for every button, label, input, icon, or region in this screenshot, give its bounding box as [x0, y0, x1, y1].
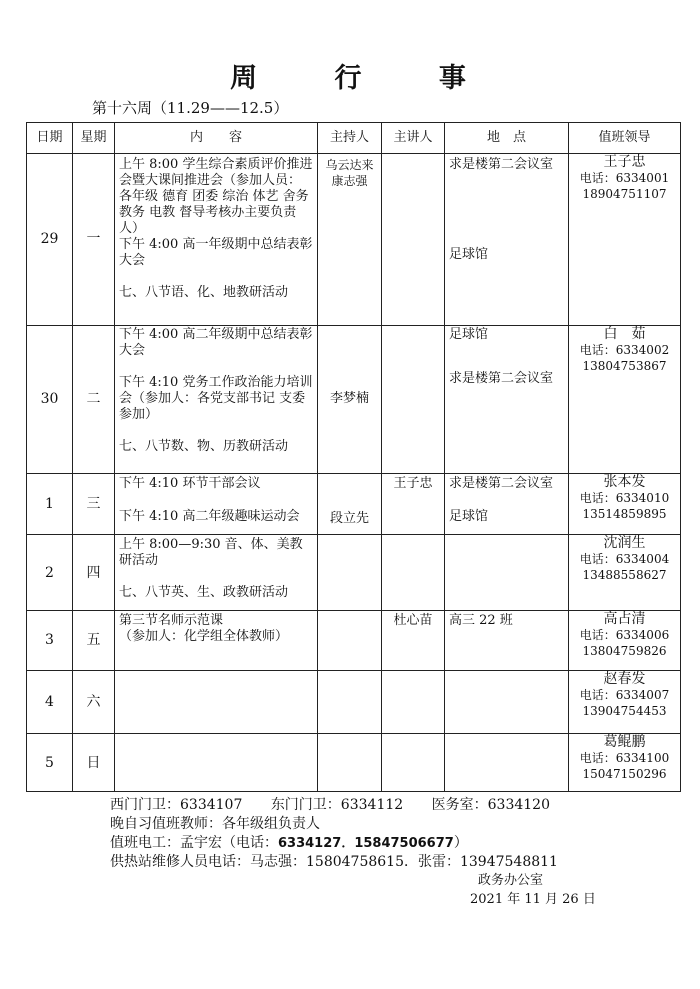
- content-cell: [115, 473, 318, 535]
- content-item: 七、八节语、化、地教研活动: [119, 285, 289, 300]
- header-leader: 值班领导: [569, 123, 681, 154]
- location-text: 足球馆: [449, 508, 489, 524]
- leader-mobile: 13904754453: [582, 703, 667, 718]
- leader-phone: 电话：6334100: [579, 751, 670, 766]
- schedule-table: [26, 122, 681, 792]
- leader-name: 赵春发: [603, 670, 646, 687]
- content-cell: [115, 670, 318, 734]
- leader-mobile: 18904751107: [582, 187, 667, 201]
- speaker-cell: [382, 611, 445, 671]
- content-item: 上午 8:00—9:30 音、体、美教研活动: [119, 537, 303, 569]
- electrician-label: 值班电工：孟宇宏（电话：: [110, 835, 278, 851]
- header-date: 日期: [27, 123, 73, 154]
- week-subtitle: 第十六周（11.29——12.5）: [92, 99, 289, 117]
- leader-phone: 电话：6334001: [579, 171, 670, 185]
- leader-cell: [569, 154, 681, 326]
- leader-cell: [569, 473, 681, 535]
- west-gate-phone: 西门门卫：6334107: [110, 797, 243, 813]
- evening-study-duty: 晚自习值班教师：各年级组负责人: [110, 816, 320, 832]
- header-location: 地 点: [445, 123, 569, 154]
- table-row: [27, 473, 681, 535]
- host-cell: [318, 734, 382, 792]
- content-cell: [115, 154, 318, 326]
- issue-date: 2021 年 11 月 26 日: [470, 892, 596, 907]
- host-cell: [318, 473, 382, 535]
- leader-phone: 电话：6334007: [579, 687, 670, 702]
- speaker-cell: [382, 154, 445, 326]
- location-text: 高三 22 班: [449, 613, 513, 629]
- leader-cell: [569, 670, 681, 734]
- leader-phone: 电话：6334006: [579, 628, 670, 643]
- date-cell: 29: [27, 154, 73, 326]
- weekday-cell: 三: [73, 473, 115, 535]
- weekday-cell: 日: [73, 734, 115, 792]
- page-title: 周 行 事: [230, 63, 500, 94]
- leader-mobile: 13804753867: [582, 358, 667, 373]
- leader-name: 高占清: [603, 611, 646, 628]
- leader-cell: [569, 734, 681, 792]
- content-cell: [115, 611, 318, 671]
- content-cell: [115, 325, 318, 473]
- content-item: （参加人：化学组全体教师）: [119, 629, 289, 645]
- gate-phones: [110, 796, 574, 815]
- leader-mobile: 13488558627: [582, 568, 667, 583]
- date-cell: 2: [27, 535, 73, 611]
- speaker-cell: [382, 325, 445, 473]
- location-text: 足球馆: [449, 326, 489, 342]
- header-speaker: 主讲人: [382, 123, 445, 154]
- east-gate-phone: 东门门卫：6334112: [270, 797, 404, 813]
- host-name: 康志强: [331, 174, 368, 188]
- table-row: [27, 611, 681, 671]
- location-text: 足球馆: [449, 247, 489, 262]
- weekday-cell: 六: [73, 670, 115, 734]
- clinic-phone: 医务室：6334120: [431, 797, 550, 813]
- electrician-phone: 6334127．15847506677: [278, 836, 454, 851]
- header-row: [27, 123, 681, 154]
- speaker-cell: [382, 473, 445, 535]
- host-cell: [318, 611, 382, 671]
- weekday-cell: 一: [73, 154, 115, 326]
- contact-footer: [110, 796, 574, 872]
- content-item: 第三节名师示范课: [119, 613, 224, 629]
- weekday-cell: 二: [73, 325, 115, 473]
- content-item: 上午 8:00 学生综合素质评价推进会暨大课间推进会（参加人员：各年级 德育 团委 综治 体艺 舍务 教务 电教 督导考核办主要负责人）: [119, 157, 313, 236]
- leader-cell: [569, 611, 681, 671]
- speaker-name: 王子忠: [393, 475, 433, 491]
- content-item: 七、八节英、生、政教研活动: [119, 585, 289, 601]
- location-cell: [445, 473, 569, 535]
- host-cell: [318, 535, 382, 611]
- date-cell: 4: [27, 670, 73, 734]
- electrician-end: ）: [453, 835, 468, 851]
- leader-cell: [569, 325, 681, 473]
- speaker-cell: [382, 535, 445, 611]
- speaker-name: 杜心苗: [393, 613, 433, 629]
- leader-name: 张本发: [603, 473, 646, 490]
- date-cell: 3: [27, 611, 73, 671]
- table-row: [27, 670, 681, 734]
- leader-phone: 电话：6334004: [579, 552, 670, 567]
- leader-name: 白 茹: [603, 325, 646, 342]
- location-cell: [445, 611, 569, 671]
- header-content: 内 容: [115, 123, 318, 154]
- location-cell: [445, 535, 569, 611]
- host-cell: [318, 154, 382, 326]
- date-cell: 1: [27, 473, 73, 535]
- content-item: 下午 4:10 高二年级趣味运动会: [119, 508, 300, 524]
- table-row: [27, 535, 681, 611]
- issuing-office: 政务办公室: [478, 873, 544, 888]
- table-row: [27, 734, 681, 792]
- content-item: 下午 4:10 环节干部会议: [119, 475, 261, 491]
- content-item: 七、八节数、物、历教研活动: [119, 438, 289, 454]
- host-cell: [318, 670, 382, 734]
- speaker-cell: [382, 670, 445, 734]
- location-cell: [445, 154, 569, 326]
- header-weekday: 星期: [73, 123, 115, 154]
- location-text: 求是楼第二会议室: [449, 370, 554, 386]
- header-host: 主持人: [318, 123, 382, 154]
- leader-mobile: 13804759826: [582, 644, 667, 659]
- leader-name: 沈润生: [603, 535, 646, 552]
- heating-repair-phones: 供热站维修人员电话：马志强：15804758615．张雷：13947548811: [110, 854, 558, 870]
- date-cell: 30: [27, 325, 73, 473]
- table-row: [27, 154, 681, 326]
- weekday-cell: 五: [73, 611, 115, 671]
- location-cell: [445, 325, 569, 473]
- leader-cell: [569, 535, 681, 611]
- leader-name: 葛鲲鹏: [603, 734, 646, 751]
- leader-mobile: 13514859895: [582, 506, 667, 521]
- leader-mobile: 15047150296: [582, 767, 667, 782]
- leader-name: 王子忠: [603, 154, 646, 170]
- weekday-cell: 四: [73, 535, 115, 611]
- host-name: 段立先: [329, 510, 369, 526]
- content-item: 下午 4:10 党务工作政治能力培训会（参加人：各党支部书记 支委参加）: [119, 374, 313, 422]
- speaker-cell: [382, 734, 445, 792]
- content-item: 下午 4:00 高二年级期中总结表彰大会: [119, 326, 313, 358]
- leader-phone: 电话：6334002: [579, 342, 670, 357]
- host-name: 李梦楠: [329, 391, 369, 407]
- content-item: 下午 4:00 高一年级期中总结表彰大会: [119, 237, 313, 268]
- location-text: 求是楼第二会议室: [449, 157, 554, 172]
- content-cell: [115, 535, 318, 611]
- host-cell: [318, 325, 382, 473]
- table-row: [27, 325, 681, 473]
- location-cell: [445, 734, 569, 792]
- electrician-duty: [110, 834, 574, 853]
- leader-phone: 电话：6334010: [579, 490, 670, 505]
- content-cell: [115, 734, 318, 792]
- location-cell: [445, 670, 569, 734]
- date-cell: 5: [27, 734, 73, 792]
- host-name: 乌云达来: [325, 158, 374, 172]
- location-text: 求是楼第二会议室: [449, 475, 554, 491]
